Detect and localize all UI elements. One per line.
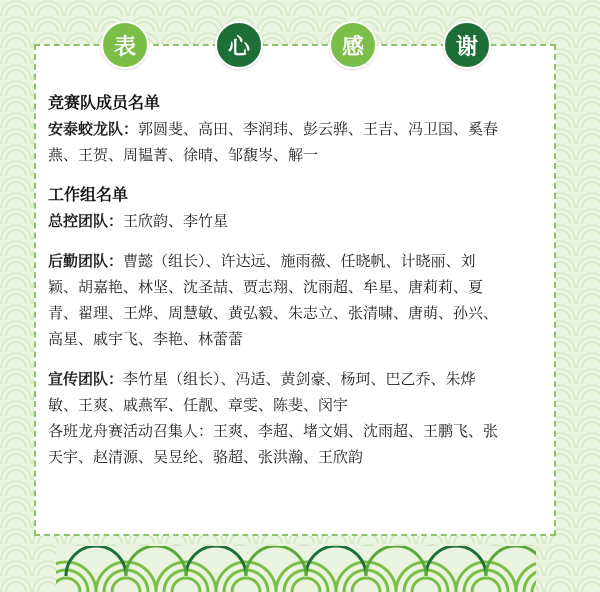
publicity-label: 宣传团队： <box>48 370 124 388</box>
logistics-line-4: 高星、戚宇飞、李艳、林蕾蕾 <box>48 330 244 348</box>
team-members <box>48 116 548 168</box>
header-badge-1: 表 <box>101 21 149 69</box>
team-label: 安泰蛟龙队： <box>48 120 139 138</box>
control-team <box>48 208 548 234</box>
publicity-line-2: 敏、王爽、戚燕军、任靓、章雯、陈斐、闵宇 <box>48 396 349 414</box>
control-members: 王欣韵、李竹星 <box>123 212 229 230</box>
control-label: 总控团队： <box>48 212 124 230</box>
bottom-wave-decoration <box>56 546 536 592</box>
header-badge-3: 感 <box>329 21 377 69</box>
logistics-line-1: 曹懿（组长）、许达远、施雨薇、任晓帆、计晓丽、刘 <box>123 252 476 270</box>
logistics-line-2: 颖、胡嘉艳、林坚、沈圣喆、贾志翔、沈雨超、牟星、唐莉莉、夏 <box>48 278 484 296</box>
convener-line-1: 各班龙舟赛活动召集人：王爽、李超、堵文娟、沈雨超、王鹏飞、张 <box>48 422 499 440</box>
header-badges <box>0 21 600 69</box>
convener-line-2: 天宇、赵清源、吴昱纶、骆超、张洪瀚、王欣韵 <box>48 448 364 466</box>
wave-decoration-graphic <box>56 546 536 592</box>
work-section-title: 工作组名单 <box>48 185 129 204</box>
header-badge-4: 谢 <box>443 21 491 69</box>
logistics-label: 后勤团队： <box>48 252 124 270</box>
team-line-1: 郭圆斐、高田、李润玮、彭云骅、王吉、冯卫国、奚春 <box>138 120 499 138</box>
team-section-title: 竞赛队成员名单 <box>48 93 161 112</box>
acknowledgement-content <box>48 90 548 470</box>
logistics-team <box>48 248 548 352</box>
header-badge-2: 心 <box>215 21 263 69</box>
publicity-line-1: 李竹星（组长）、冯适、黄剑豪、杨珂、巴乙乔、朱烨 <box>123 370 476 388</box>
team-line-2: 燕、王贺、周韫菁、徐晴、邹馥岑、解一 <box>48 146 319 164</box>
logistics-line-3: 青、翟理、王烨、周慧敏、黄弘毅、朱志立、张清啸、唐萌、孙兴、 <box>48 304 499 322</box>
publicity-team <box>48 366 548 470</box>
